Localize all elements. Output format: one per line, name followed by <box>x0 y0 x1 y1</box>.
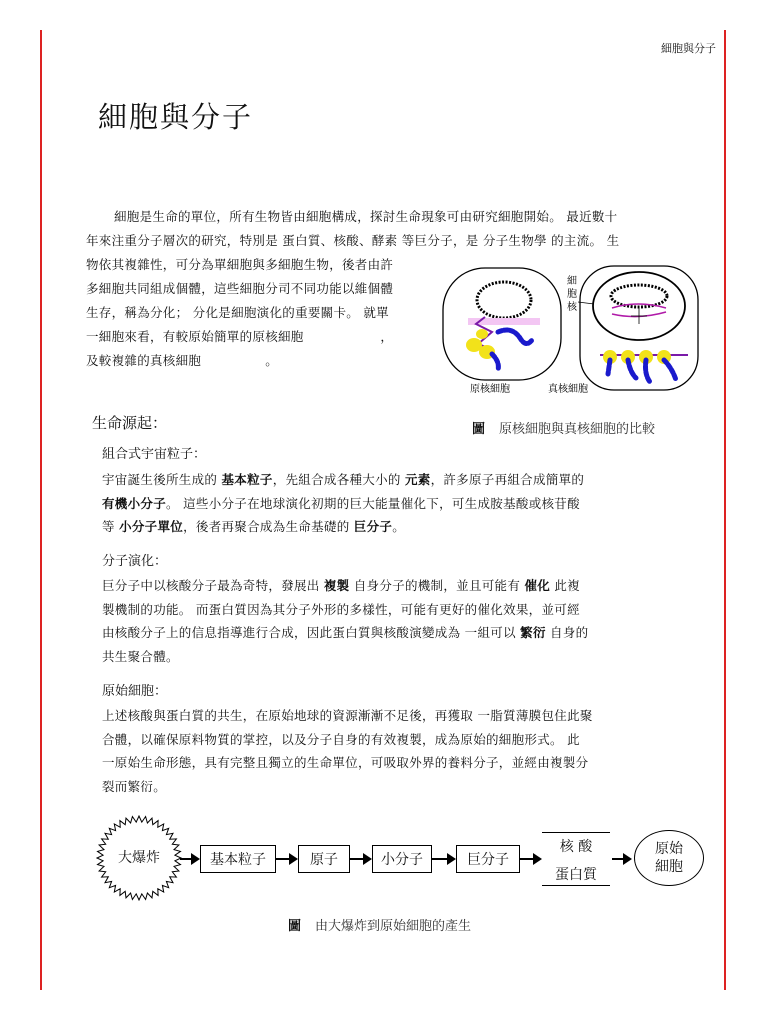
flow-arrow <box>520 858 540 860</box>
primitive-heading: 原始細胞： <box>102 684 168 699</box>
text-run: 宇宙誕生後所生成的 <box>102 472 222 487</box>
text-run: 由核酸分子上的信息指導進行合成，因此蛋白質與核酸演變成為 一組可以 <box>102 625 521 640</box>
flow-arrow <box>276 858 296 860</box>
text-run: 等 <box>102 519 120 534</box>
page-title: 細胞與分子 <box>98 100 254 134</box>
flow-box-macromolecules: 巨分子 <box>456 845 520 873</box>
protein-label: 蛋白質 <box>555 867 597 883</box>
evolution-paragraph <box>102 574 702 668</box>
cell-comparison-figure <box>440 262 700 397</box>
flow-arrow <box>612 858 630 860</box>
primitive-line: 裂而繁衍。 <box>102 778 167 794</box>
primitive-paragraph <box>102 704 702 798</box>
text-run: 自身的 <box>545 625 589 640</box>
primitive-line: 一原始生命形態，具有完整且獨立的生命單位，可吸取外界的養料分子，並經由複製分 <box>102 755 589 770</box>
intro-line: 細胞是生命的單位，所有生物皆由細胞構成，探討生命現象可由研究細胞開始。 最近數十 <box>114 209 618 224</box>
text-run: ，先組合成各種大小的 <box>272 472 405 487</box>
evolution-heading: 分子演化： <box>102 554 168 569</box>
flow-arrow <box>180 858 198 860</box>
term-small-molecule-units: 小分子單位 <box>119 519 184 534</box>
nucleic-acid-label: 核 酸 <box>559 839 593 855</box>
particles-heading: 組合式宇宙粒子： <box>102 447 207 462</box>
particles-line <box>102 515 702 539</box>
prokaryote-label: 原核細胞 <box>470 384 510 395</box>
caption-label: 圖 <box>472 422 486 437</box>
intro-line: 多細胞共同組成個體，這些細胞分司不同功能以維個體 <box>86 281 394 296</box>
term-reproduce: 繁衍 <box>520 625 546 640</box>
flow-arrow <box>350 858 370 860</box>
section-heading: 生命源起： <box>92 414 168 432</box>
running-header: 細胞與分子 <box>661 42 716 55</box>
text-run: 。 <box>392 519 405 534</box>
flow-figure-caption <box>288 915 471 934</box>
term-macromolecules: 巨分子 <box>353 519 393 534</box>
text-run: 巨分子中以核酸分子最為奇特，發展出 <box>102 578 324 593</box>
term-elements: 元素 <box>404 472 431 487</box>
left-margin-line <box>40 30 42 990</box>
text-run: 。 這些小分子在地球演化初期的巨大能量催化下，可生成胺基酸或核苷酸 <box>166 495 580 511</box>
evolution-line <box>102 621 702 645</box>
caption-text: 由大爆炸到原始細胞的產生 <box>315 919 472 934</box>
flow-arrow <box>432 858 454 860</box>
particles-paragraph <box>102 468 702 539</box>
intro-line: 一細胞來看，有較原始簡單的原核細胞 ， <box>86 329 394 344</box>
evolution-line <box>102 574 702 598</box>
eukaryote-label: 真核細胞 <box>548 384 588 395</box>
intro-line: 生存，稱為分化； 分化是細胞演化的重要關卡。 就單 <box>86 305 389 320</box>
particles-line <box>102 492 702 516</box>
primitive-line: 合體，以確保原料物質的掌控，以及分子自身的有效複製，成為原始的細胞形式。 此 <box>102 731 580 747</box>
intro-line: 年來注重分子層次的研究，特別是 蛋白質、核酸、酵素 等巨分子，是 分子生物學 的主流。 生 <box>86 233 620 248</box>
term-replication: 複製 <box>323 578 350 593</box>
text-run: 此複 <box>550 578 580 593</box>
eukaryote-peptide-chain <box>608 360 610 374</box>
flow-box-small-molecules: 小分子 <box>372 845 432 873</box>
term-catalysis: 催化 <box>524 578 551 593</box>
caption-label: 圖 <box>288 919 302 934</box>
intro-line: 物依其複雜性，可分為單細胞與多細胞生物，後者由許 <box>86 257 394 272</box>
caption-text: 原核細胞與真核細胞的比較 <box>499 422 656 437</box>
flow-box-basic-particles: 基本粒子 <box>200 845 276 873</box>
right-margin-line <box>724 30 726 990</box>
term-basic-particles: 基本粒子 <box>221 472 273 487</box>
intro-line: 及較複雜的真核細胞 。 <box>86 353 279 368</box>
particles-line <box>102 468 702 492</box>
primitive-cell-label: 原始 細胞 <box>655 841 683 875</box>
term-small-organic-molecules: 有機小分子 <box>102 495 167 511</box>
text-run: 自身分子的機制，並且可能有 <box>349 578 525 593</box>
flow-box-atoms: 原子 <box>298 845 350 873</box>
nucleus-label-char: 胞 <box>567 289 577 300</box>
big-bang-label: 大爆炸 <box>118 850 160 866</box>
nucleus-label-char: 核 <box>567 302 577 313</box>
primitive-line: 上述核酸與蛋白質的共生，在原始地球的資源漸漸不足後，再獲取 一脂質薄膜包住此聚 <box>102 708 593 723</box>
nucleus-label <box>567 275 580 313</box>
text-run: ，許多原子再組合成簡單的 <box>430 472 585 487</box>
evolution-line: 製機制的功能。 而蛋白質因為其分子外形的多樣性，可能有更好的催化效果，並可經 <box>102 601 580 617</box>
flow-primitive-cell <box>634 830 704 886</box>
cell-figure-caption <box>472 418 655 437</box>
nucleus-label-char: 細 <box>567 276 577 287</box>
evolution-line: 共生聚合體。 <box>102 648 179 664</box>
prokaryote-ribosome <box>476 329 488 339</box>
text-run: ，後者再聚合成為生命基礎的 <box>183 519 354 534</box>
